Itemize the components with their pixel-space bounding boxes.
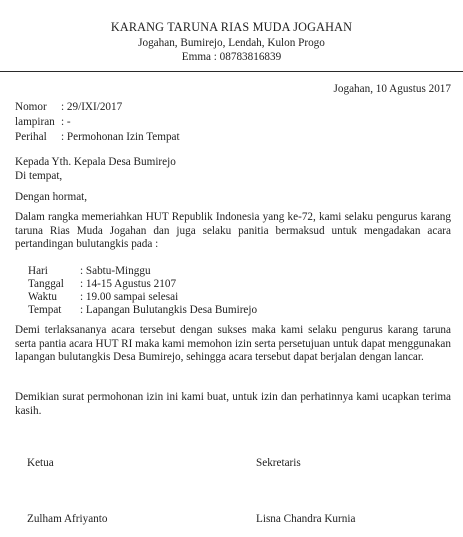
organization-contact: Emma : 08783816839 (181, 51, 282, 63)
lampiran-value: : - (61, 116, 71, 128)
letter-date: Jogahan, 10 Agustus 2017 (333, 83, 451, 95)
recipient-line-2: Di tempat, (15, 170, 63, 182)
signature-title-sekretaris: Sekretaris (256, 457, 301, 469)
detail-row (28, 304, 257, 317)
detail-row (28, 278, 176, 291)
detail-label: Tanggal (28, 278, 64, 290)
organization-address: Jogahan, Bumirejo, Lendah, Kulon Progo (138, 37, 325, 49)
detail-value: : 19.00 sampai selesai (80, 291, 179, 303)
letterhead-divider (0, 71, 463, 72)
nomor-label: Nomor (15, 101, 47, 113)
paragraph-request: Demi terlaksananya acara tersebut dengan sukses maka kami selaku pengurus karang taruna serta pantia acara HUT RI maka kami memohon izin serta persetujuan untuk dapat menggunakan lapangan bulutangkis Desa Bumirejo, sehingga acara tersebut dapat berjalan dengan lancar. (15, 324, 451, 364)
detail-label: Hari (28, 265, 48, 277)
meta-perihal (15, 131, 180, 144)
greeting: Dengan hormat, (15, 191, 88, 203)
perihal-label: Perihal (15, 131, 47, 143)
meta-lampiran (15, 116, 71, 129)
detail-value: : Lapangan Bulutangkis Desa Bumirejo (80, 304, 258, 316)
paragraph-intro: Dalam rangka memeriahkan HUT Republik Indonesia yang ke-72, kami selaku pengurus karang taruna Rias Muda Jogahan dan juga selaku panitia bermaksud untuk mengadakan acara pertandingan bulutangkis pada : (15, 211, 451, 251)
paragraph-closing: Demikian surat permohonan izin ini kami buat, untuk izin dan perhatinnya kami ucapkan terima kasih. (15, 391, 451, 417)
detail-label: Waktu (28, 291, 57, 303)
detail-row (28, 265, 151, 278)
nomor-value: : 29/IXI/2017 (61, 101, 123, 113)
detail-row (28, 291, 178, 304)
detail-value: : Sabtu-Minggu (80, 265, 151, 277)
lampiran-label: lampiran (15, 116, 55, 128)
recipient-line-1: Kepada Yth. Kepala Desa Bumirejo (15, 156, 176, 168)
signature-title-ketua: Ketua (27, 457, 54, 469)
perihal-value: : Permohonan Izin Tempat (61, 131, 180, 143)
signature-name-sekretaris: Lisna Chandra Kurnia (256, 513, 356, 525)
detail-value: : 14-15 Agustus 2107 (80, 278, 177, 290)
meta-nomor (15, 101, 122, 114)
organization-name: KARANG TARUNA RIAS MUDA JOGAHAN (110, 20, 353, 34)
signature-name-ketua: Zulham Afriyanto (27, 513, 108, 525)
detail-label: Tempat (28, 304, 62, 316)
